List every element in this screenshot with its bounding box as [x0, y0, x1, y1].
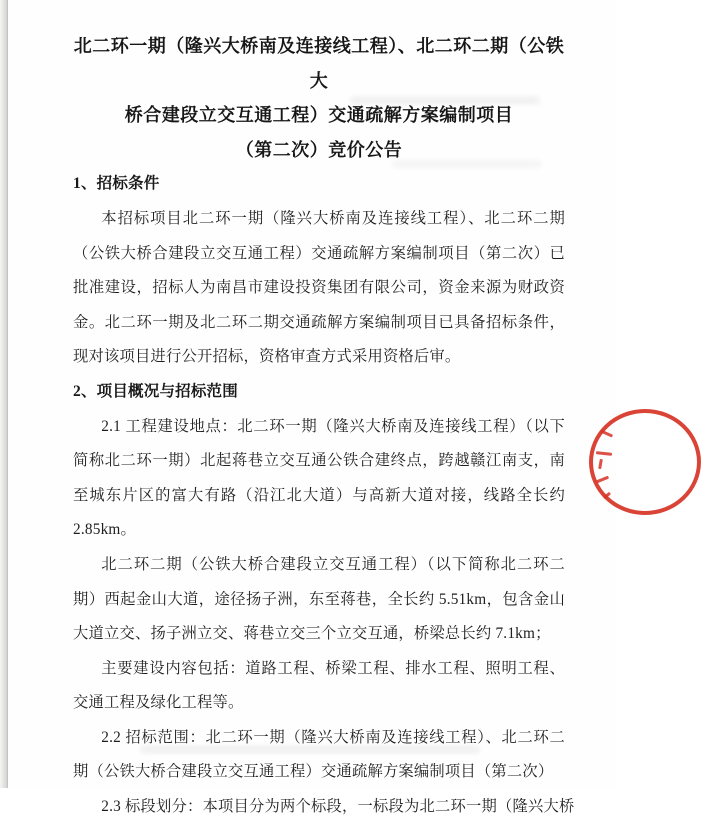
bleed-through-ghost	[392, 160, 542, 168]
red-stamp-seal	[589, 409, 701, 515]
scan-edge-artifact	[0, 0, 8, 788]
document-content	[73, 29, 575, 825]
section-2-paragraph-2-3-truncated: 2.3 标段划分：本项目分为两个标段，一标段为北二环一期（隆兴大桥	[101, 798, 575, 816]
section-2-paragraph-2-2: 2.2 招标范围：北二环一期（隆兴大桥南及连接线工程）、北二环二期（公铁大桥合建段立交互通工程）交通疏解方案编制项目（第二次）	[73, 728, 565, 781]
section-2-heading: 2、项目概况与招标范围	[73, 382, 238, 400]
section-2-paragraph-ring2: 北二环二期（公铁大桥合建段立交互通工程）（以下简称北二环二期）西起金山大道，途径扬子洲，东至蒋巷，全长约 5.51km，包含金山大道立交、扬子洲立交、蒋巷立交三个立交互通，桥梁总长约 7.1km；	[73, 555, 565, 643]
section-2-paragraph-main-content: 主要建设内容包括：道路工程、桥梁工程、排水工程、照明工程、交通工程及绿化工程等。	[73, 659, 565, 712]
section-2-paragraph-2-1: 2.1 工程建设地点：北二环一期（隆兴大桥南及连接线工程）（以下简称北二环一期）北起蒋巷立交互通公铁合建终点，跨越赣江南支，南至城东片区的富大有路（沿江北大道）与高新大道对接，线路全长约 2.85km。	[73, 417, 565, 539]
section-1-paragraph: 本招标项目北二环一期（隆兴大桥南及连接线工程）、北二环二期（公铁大桥合建段立交互通工程）交通疏解方案编制项目（第二次）已批准建设，招标人为南昌市建设投资集团有限公司，资金来源为财政资金。北二环一期及北二环二期交通疏解方案编制项目已具备招标条件，现对该项目进行公开招标，资格审查方式采用资格后审。	[73, 209, 565, 366]
bleed-through-ghost	[350, 96, 540, 105]
document-title-line-2: 桥合建段立交互通工程）交通疏解方案编制项目	[124, 105, 514, 126]
document-title-line-1: 北二环一期（隆兴大桥南及连接线工程）、北二环二期（公铁大	[73, 36, 565, 91]
document-title-line-3: （第二次）竞价公告	[235, 139, 403, 160]
bleed-through-ghost	[140, 745, 480, 754]
section-1-heading: 1、招标条件	[73, 175, 160, 193]
